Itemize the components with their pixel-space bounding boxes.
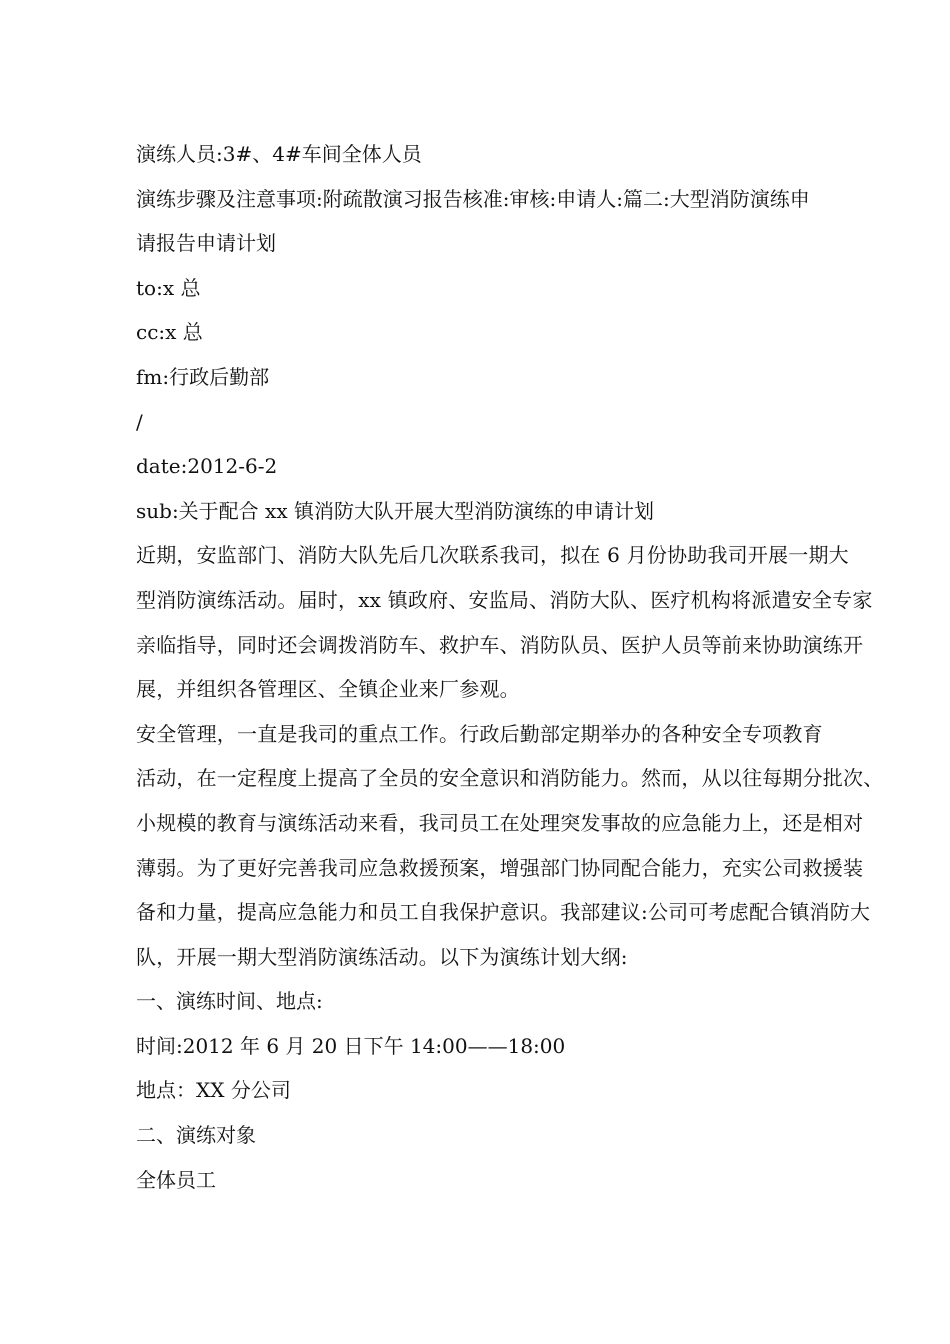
paragraph-line: 安全管理，一直是我司的重点工作。行政后勤部定期举办的各种安全专项教育 bbox=[136, 721, 823, 746]
paragraph-safety-management bbox=[136, 716, 884, 984]
memo-date: date:2012-6-2 bbox=[136, 454, 278, 479]
drill-time: 时间:2012 年 6 月 20 日下午 14:00——18:00 bbox=[136, 1033, 566, 1058]
paragraph-line: 小规模的教育与演练活动来看，我司员工在处理突发事故的应急能力上，还是相对 bbox=[136, 810, 864, 835]
paragraph-line: 亲临指导，同时还会调拨消防车、救护车、消防队员、医护人员等前来协助演练开 bbox=[136, 632, 864, 657]
drill-target: 全体员工 bbox=[136, 1167, 216, 1192]
participants-line: 演练人员:3#、4#车间全体人员 bbox=[136, 142, 422, 166]
paragraph-background bbox=[136, 537, 873, 715]
memo-subject: sub:关于配合 xx 镇消防大队开展大型消防演练的申请计划 bbox=[136, 498, 654, 523]
memo-from: fm:行政后勤部 bbox=[136, 364, 270, 389]
paragraph-line: 近期，安监部门、消防大队先后几次联系我司，拟在 6 月份协助我司开展一期大 bbox=[136, 543, 849, 568]
drill-place: 地点：XX 分公司 bbox=[136, 1078, 291, 1103]
document-body bbox=[136, 136, 884, 1206]
memo-to: to:x 总 bbox=[136, 275, 201, 300]
paragraph-line: 备和力量，提高应急能力和员工自我保护意识。我部建议:公司可考虑配合镇消防大 bbox=[136, 900, 871, 925]
section-1-heading: 一、演练时间、地点: bbox=[136, 989, 323, 1014]
steps-line-2: 请报告申请计划 bbox=[136, 231, 276, 256]
paragraph-line: 活动，在一定程度上提高了全员的安全意识和消防能力。然而，从以往每期分批次、 bbox=[136, 766, 884, 791]
paragraph-line: 薄弱。为了更好完善我司应急救援预案，增强部门协同配合能力，充实公司救援装 bbox=[136, 855, 864, 880]
steps-line-1: 演练步骤及注意事项:附疏散演习报告核准:审核:申请人:篇二:大型消防演练申 bbox=[136, 186, 810, 211]
memo-slash: / bbox=[136, 409, 143, 434]
paragraph-line: 队，开展一期大型消防演练活动。以下为演练计划大纲: bbox=[136, 944, 628, 969]
paragraph-line: 型消防演练活动。届时，xx 镇政府、安监局、消防大队、医疗机构将派遣安全专家 bbox=[136, 587, 873, 612]
memo-cc: cc:x 总 bbox=[136, 320, 203, 345]
paragraph-line: 展，并组织各管理区、全镇企业来厂参观。 bbox=[136, 677, 520, 702]
section-2-heading: 二、演练对象 bbox=[136, 1123, 256, 1148]
